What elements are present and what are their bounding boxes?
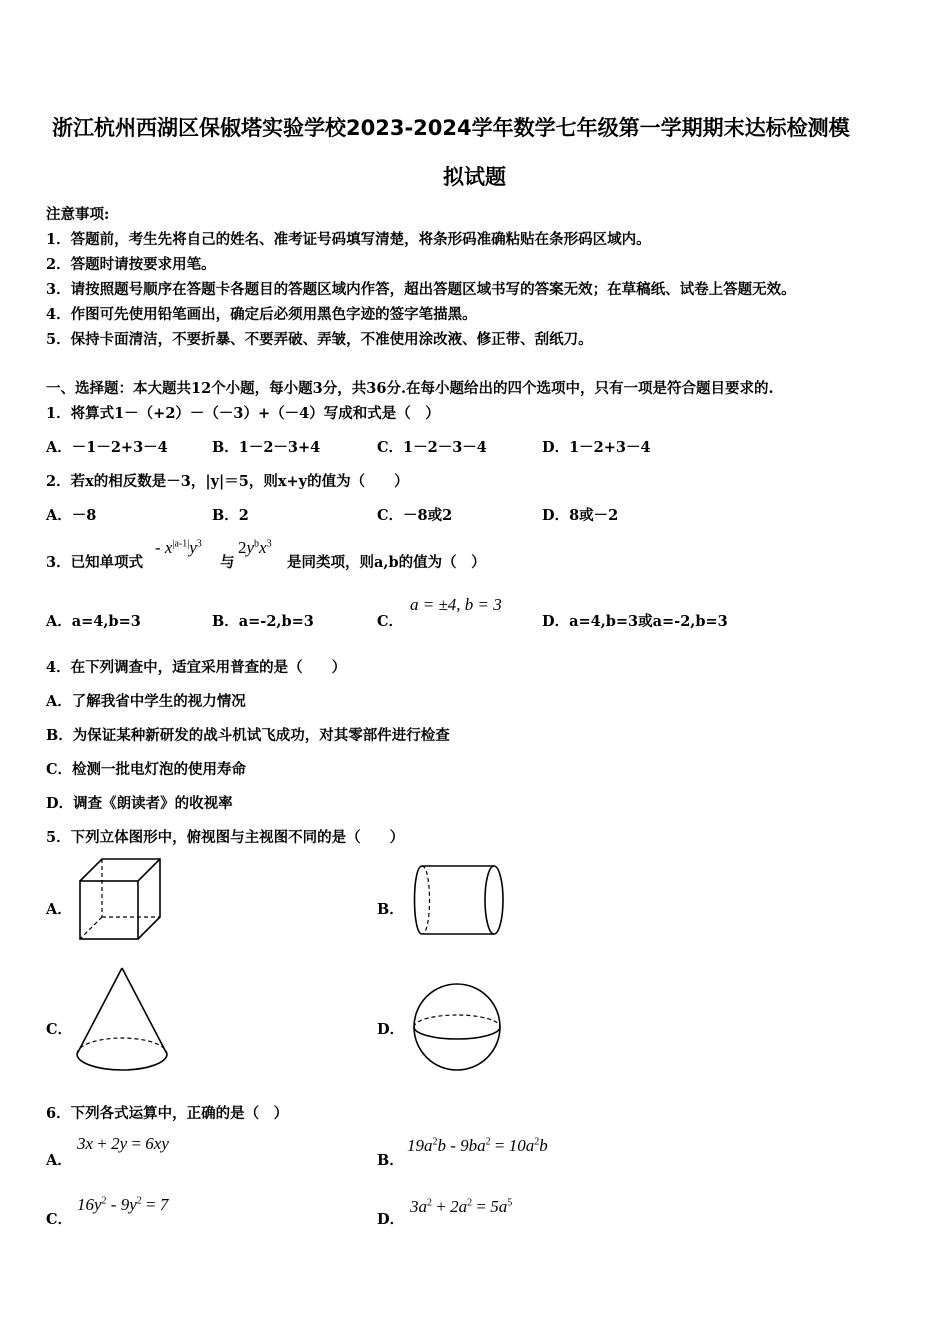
q4-option-d: D．调查《朗读者》的收视率 — [46, 795, 233, 812]
q3-option-c: C． — [377, 613, 404, 630]
notice-item: 4．作图可先使用铅笔画出，确定后必须用黑色字迹的签字笔描黑。 — [46, 306, 477, 323]
q2-option-a: A．－8 — [46, 507, 97, 524]
q3-option-d: D．a=4,b=3或a=-2,b=3 — [542, 613, 728, 630]
q2-option-b: B．2 — [212, 507, 249, 524]
notice-heading: 注意事项: — [46, 206, 110, 223]
q3-option-b: B．a=-2,b=3 — [212, 613, 314, 630]
q4-option-c: C．检测一批电灯泡的使用寿命 — [46, 761, 247, 778]
q5-label-a: A． — [46, 901, 72, 918]
q1-option-d: D．1－2+3－4 — [542, 439, 651, 456]
q2-option-c: C．－8或2 — [377, 507, 453, 524]
q1-option-c: C．1－2－3－4 — [377, 439, 487, 456]
question-6-stem: 6．下列各式运算中，正确的是（ ） — [46, 1105, 289, 1122]
notice-item: 3．请按照题号顺序在答题卡各题目的答题区域内作答，超出答题区域书写的答案无效；在草稿纸、试卷上答题无效。 — [46, 281, 796, 298]
q5-label-c: C． — [46, 1021, 73, 1038]
q6-label-b: B． — [377, 1152, 404, 1169]
sphere-figure — [410, 982, 504, 1072]
cylinder-figure — [410, 863, 506, 937]
cone-figure — [72, 966, 172, 1076]
q6-option-a-math: 3x + 2y = 6xy — [77, 1134, 169, 1153]
q6-option-c-math: $16y^2 - 9y^2 = 7$ — [77, 1195, 169, 1214]
q6-label-a: A． — [46, 1152, 72, 1169]
question-2-stem: 2．若x的相反数是－3，|y|＝5，则x+y的值为（ ） — [46, 473, 409, 490]
q3-option-a: A．a=4,b=3 — [46, 613, 141, 630]
question-3-stem-post: 是同类项，则a,b的值为（ ） — [287, 554, 486, 571]
question-3-stem: 3．已知单项式 — [46, 554, 144, 571]
section-heading: 一、选择题：本大题共12个小题，每小题3分，共36分.在每小题给出的四个选项中，只有一项是符合题目要求的. — [46, 380, 774, 397]
q1-option-b: B．1－2－3+4 — [212, 439, 321, 456]
page-title: 浙江杭州西湖区保俶塔实验学校2023-2024学年数学七年级第一学期期末达标检测模 — [52, 116, 850, 140]
question-4-stem: 4．在下列调查中，适宜采用普查的是（ ） — [46, 659, 347, 676]
notice-item: 5．保持卡面清洁，不要折暴、不要弄破、弄皱，不准使用涂改液、修正带、刮纸刀。 — [46, 331, 593, 348]
q6-label-c: C． — [46, 1211, 73, 1228]
q4-option-a: A．了解我省中学生的视力情况 — [46, 693, 246, 710]
q2-option-d: D．8或－2 — [542, 507, 619, 524]
q4-option-b: B．为保证某种新研发的战斗机试飞成功，对其零部件进行检查 — [46, 727, 450, 744]
q3-option-c-math: a = ±4, b = 3 — [410, 595, 502, 614]
q6-option-b-math: $19a^2b - 9ba^2 = 10a^2b$ — [407, 1136, 548, 1155]
cube-figure — [76, 857, 164, 943]
question-3-conj: 与 — [220, 554, 235, 571]
q6-label-d: D． — [377, 1211, 405, 1228]
page-title-line2: 拟试题 — [443, 165, 506, 189]
monomial-2: $2y^bx^3$ — [238, 538, 272, 557]
question-5-stem: 5．下列立体图形中，俯视图与主视图不同的是（ ） — [46, 829, 405, 846]
q6-option-d-math: $3a^2 + 2a^2 = 5a^5$ — [410, 1197, 513, 1216]
q1-option-a: A．－1－2+3－4 — [46, 439, 168, 456]
question-1-stem: 1．将算式1－（+2）－（－3）+（－4）写成和式是（ ） — [46, 405, 440, 422]
notice-item: 2．答题时请按要求用笔。 — [46, 256, 216, 273]
monomial-1: - $x^{|a-1|}y^3$ — [155, 538, 202, 557]
q5-label-b: B． — [377, 901, 404, 918]
q5-label-d: D． — [377, 1021, 405, 1038]
notice-item: 1．答题前，考生先将自己的姓名、准考证号码填写清楚，将条形码准确粘贴在条形码区域内。 — [46, 231, 651, 248]
